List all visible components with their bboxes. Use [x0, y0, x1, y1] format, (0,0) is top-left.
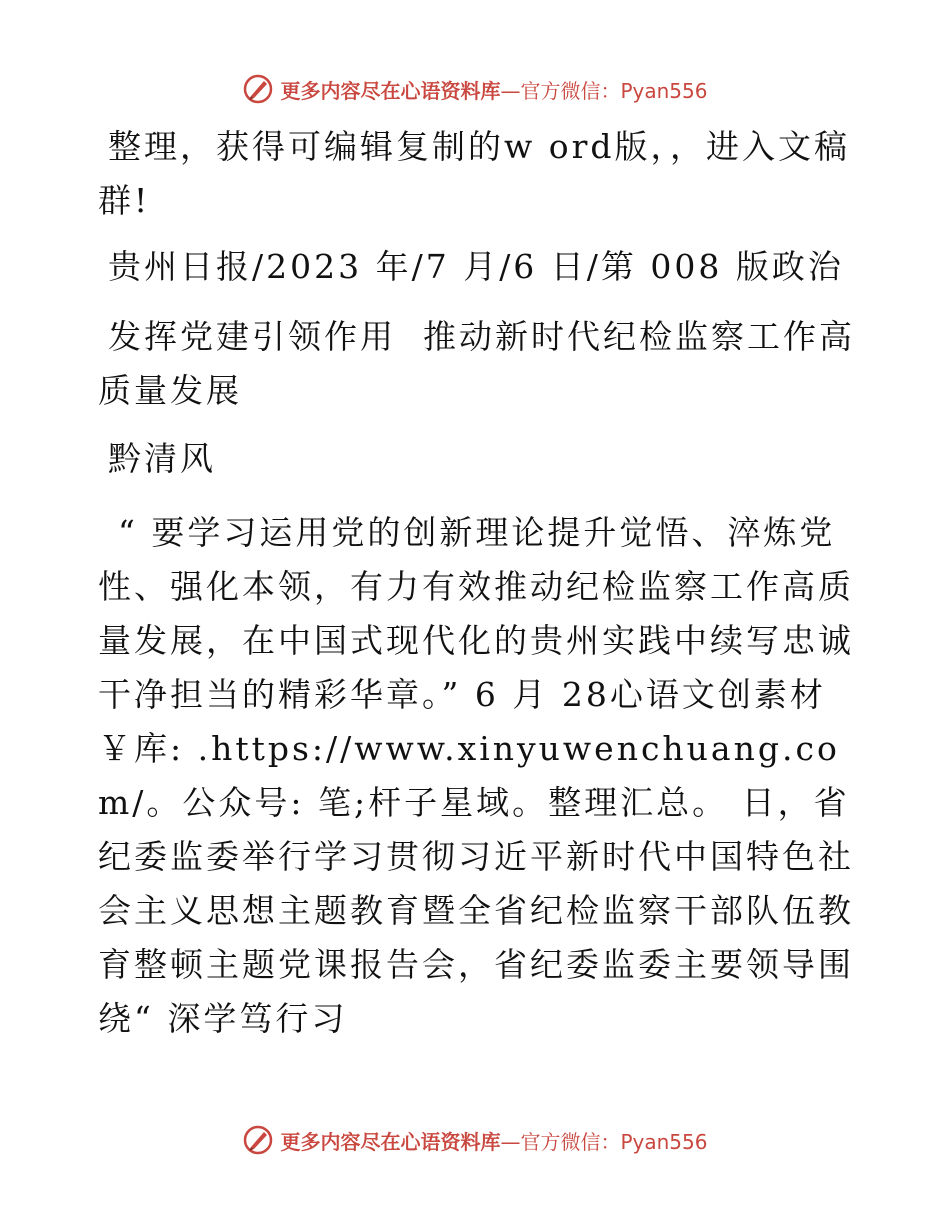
author-line: 黔清风: [108, 439, 216, 478]
intro-paragraph: 整理，获得可编辑复制的w ord版，，进入文稿群!: [98, 127, 851, 220]
watermark-dash: —: [500, 78, 521, 103]
watermark-official-text: 官方微信：Pyan556: [520, 78, 708, 103]
pen-logo-icon: [242, 1124, 274, 1156]
article-title: 发挥党建引领作用 推动新时代纪检监察工作高质量发展: [98, 317, 855, 410]
body-paragraph: “ 要学习运用党的创新理论提升觉悟、淬炼党性、强化本领，有力有效推动纪检监察工作高质量发展，在中国式现代化的贵州实践中续写忠诚干净担当的精彩华章。” 6 月 28心语文创素材￥库: .https://www.xinyuwenchuang.com/。公众号: 笔;杆子星域。整理汇总。 日，省纪委监委举行学习贯彻习近平新时代中国特色社会主义思想主题教育暨全省纪检监察干部队伍教育整顿主题党课报告会，省纪委监委主要领导围绕“ 深学笃行习: [98, 513, 854, 1038]
watermark-text: [280, 75, 707, 104]
watermark-main-text: 更多内容尽在心语资料库: [280, 78, 501, 103]
source-line: 贵州日报/2023 年/7 月/6 日/第 008 版政治: [108, 247, 844, 286]
watermark-footer: [0, 1120, 950, 1160]
watermark-header: [0, 69, 950, 109]
watermark-official-text: 官方微信：Pyan556: [520, 1129, 708, 1154]
watermark-main-text: 更多内容尽在心语资料库: [280, 1129, 501, 1154]
pen-logo-icon: [242, 73, 274, 105]
watermark-dash: —: [500, 1129, 521, 1154]
watermark-text: [280, 1126, 707, 1155]
document-body: [98, 120, 858, 1046]
